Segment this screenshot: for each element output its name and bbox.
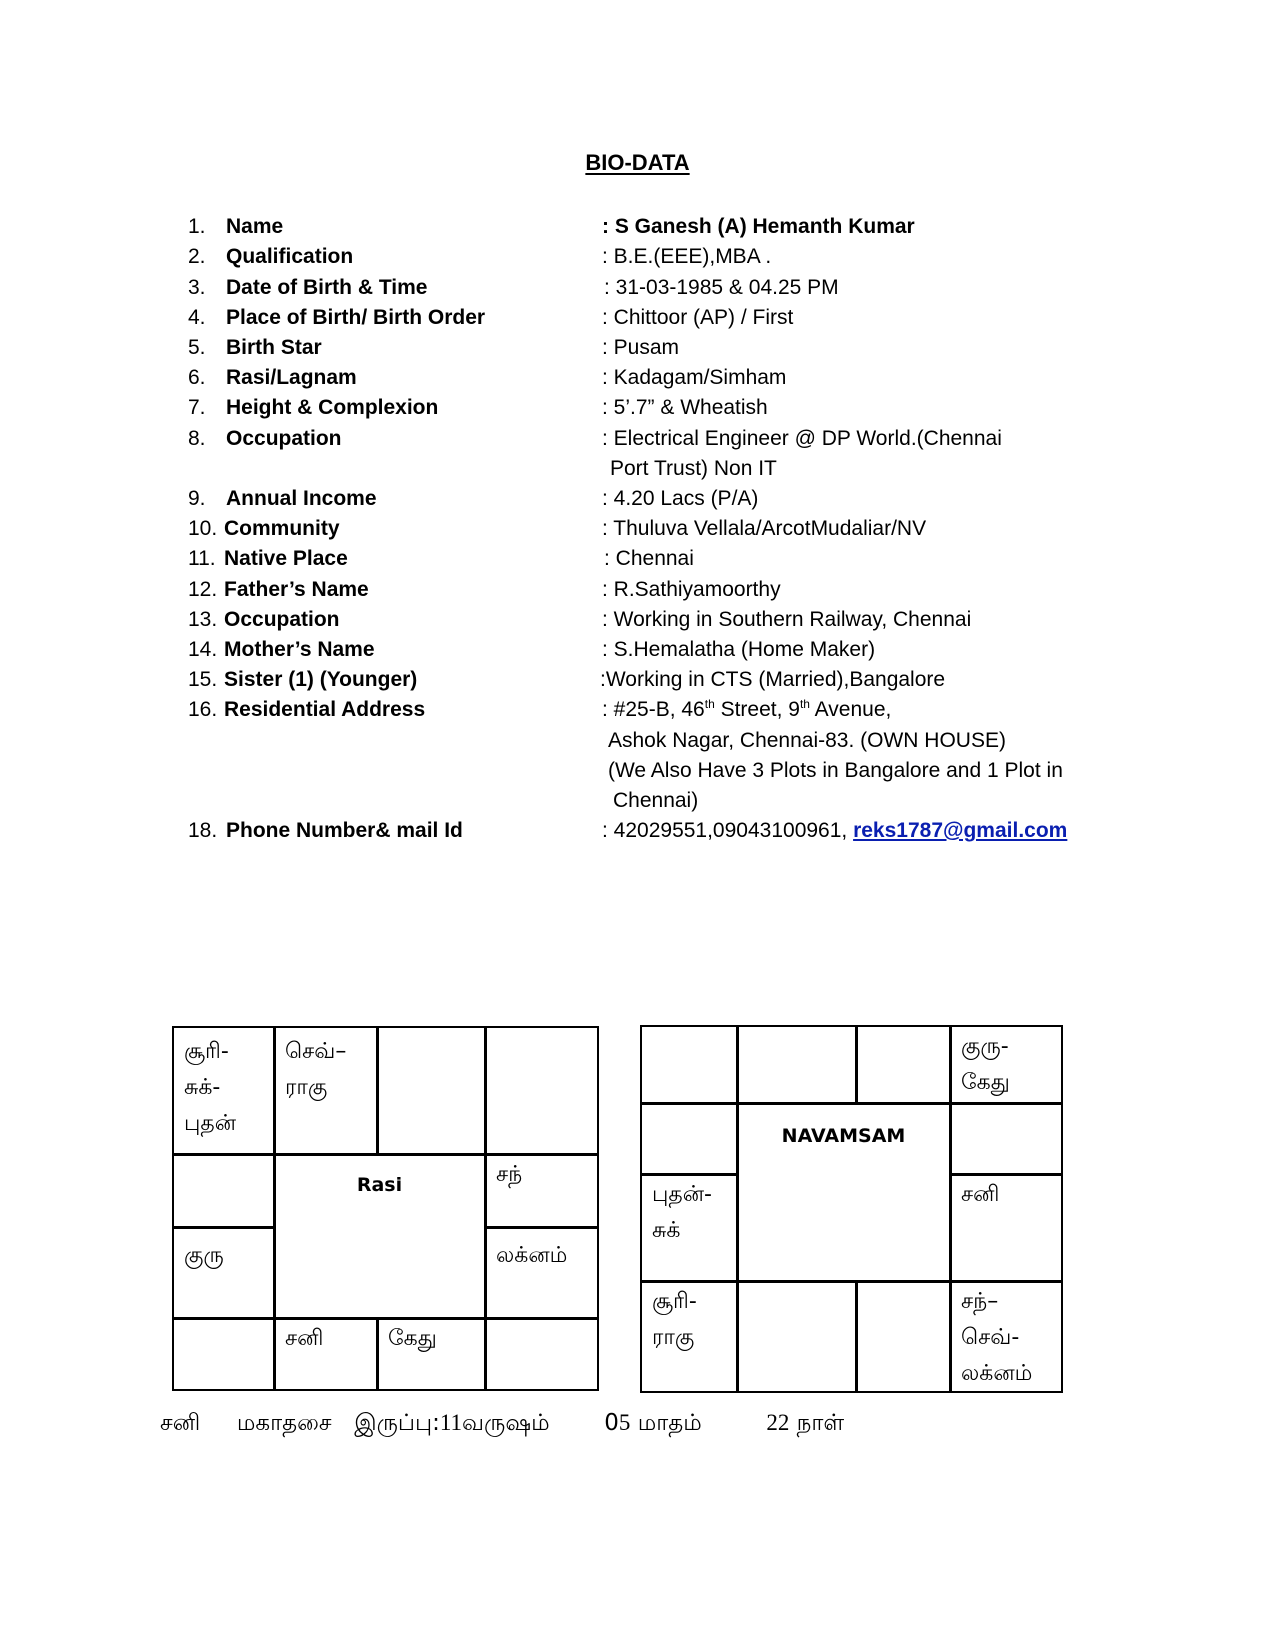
- field-value: : S Ganesh (A) Hemanth Kumar: [602, 215, 915, 238]
- rasi-house-r0c0: சூரி- சுக்- புதன்: [184, 1039, 237, 1136]
- field-value-continued: Port Trust) Non IT: [610, 457, 777, 480]
- field-label: Father’s Name: [224, 578, 369, 601]
- field-row-income: [0, 484, 1275, 514]
- field-value: : Chennai: [604, 547, 694, 570]
- dasa-balance: [160, 1408, 844, 1438]
- field-value: : 4.20 Lacs (P/A): [602, 487, 759, 510]
- field-number: 8.: [188, 427, 206, 450]
- field-number: 9.: [188, 487, 206, 510]
- field-number: 15.: [188, 668, 218, 691]
- field-number: 18.: [188, 819, 218, 842]
- field-row-address: [0, 695, 1275, 725]
- dasa-days: 22: [766, 1410, 790, 1435]
- field-label: Community: [224, 517, 340, 540]
- field-label: Occupation: [224, 608, 340, 631]
- field-value: : Electrical Engineer @ DP World.(Chennai: [602, 427, 1002, 450]
- grid-line: [855, 1280, 858, 1392]
- rasi-center-label: Rasi: [356, 1174, 403, 1196]
- field-number: 2.: [188, 245, 206, 268]
- field-number: 11.: [188, 547, 216, 570]
- field-number: 3.: [188, 276, 206, 299]
- field-label: Phone Number& mail Id: [226, 819, 463, 842]
- field-number: 5.: [188, 336, 206, 359]
- navamsam-house-r0c3: குரு- கேது: [961, 1034, 1010, 1095]
- field-value: : Pusam: [602, 336, 680, 359]
- field-value: : S.Hemalatha (Home Maker): [602, 638, 876, 661]
- rasi-house-r2c0: குரு: [184, 1243, 224, 1268]
- field-row-height: [0, 393, 1275, 423]
- field-row-community: [0, 514, 1275, 544]
- field-row-place-of-birth: [0, 303, 1275, 333]
- field-label: Occupation: [226, 427, 342, 450]
- field-row-father: [0, 575, 1275, 605]
- dasa-label: இருப்பு:: [354, 1410, 440, 1436]
- rasi-house-r1c3: சந்: [496, 1162, 523, 1187]
- field-label: Date of Birth & Time: [226, 276, 428, 299]
- field-label: Mother’s Name: [224, 638, 375, 661]
- field-label: Qualification: [226, 245, 354, 268]
- page-title: BIO-DATA: [585, 150, 690, 175]
- field-row-name: [0, 212, 1275, 242]
- navamsam-chart: [640, 1025, 1063, 1393]
- field-row-address-line3: [0, 756, 1275, 786]
- field-row-address-line4: [0, 786, 1275, 816]
- field-label: Height & Complexion: [226, 396, 439, 419]
- field-number: 7.: [188, 396, 206, 419]
- field-number: 1.: [188, 215, 206, 238]
- field-label: Annual Income: [226, 487, 377, 510]
- field-value: : 31-03-1985 & 04.25 PM: [604, 276, 839, 299]
- field-label: Name: [226, 215, 284, 238]
- rasi-house-r3c1: சனி: [285, 1326, 324, 1351]
- field-value: : Chittoor (AP) / First: [602, 306, 794, 329]
- dasa-months: 5: [618, 1410, 631, 1435]
- field-value: :Working in CTS (Married),Bangalore: [600, 668, 946, 691]
- field-label: Residential Address: [224, 698, 426, 721]
- field-number: 12.: [188, 578, 218, 601]
- field-value: : #25-B, 46th Street, 9th Avenue,: [602, 697, 892, 721]
- navamsam-house-r3c0: சூரி- ராகு: [652, 1289, 697, 1350]
- field-row-qualification: [0, 242, 1275, 272]
- rasi-house-r3c2: கேது: [388, 1326, 437, 1351]
- grid-line: [855, 1027, 858, 1103]
- field-value: : Working in Southern Railway, Chennai: [602, 608, 972, 631]
- field-value: : 42029551,09043100961, reks1787@gmail.com: [602, 819, 1068, 842]
- rasi-chart: [172, 1026, 599, 1391]
- grid-line: [642, 1102, 1062, 1105]
- field-label: Rasi/Lagnam: [226, 366, 357, 389]
- rasi-house-r0c1: செவ்– ராகு: [285, 1039, 347, 1100]
- field-label: Sister (1) (Younger): [224, 668, 418, 691]
- dasa-years: 11: [439, 1410, 463, 1435]
- field-value: : Thuluva Vellala/ArcotMudaliar/NV: [602, 517, 927, 540]
- navamsam-house-r3c3: சந்– செவ்- லக்னம்: [961, 1289, 1033, 1386]
- field-row-father-occupation: [0, 605, 1275, 635]
- field-row-native: [0, 544, 1275, 574]
- field-number: 10.: [188, 517, 218, 540]
- field-row-birth-star: [0, 333, 1275, 363]
- field-value: : 5’.7” & Wheatish: [602, 396, 768, 419]
- grid-line: [736, 1027, 739, 1392]
- rasi-house-r2c3: லக்னம்: [496, 1243, 568, 1268]
- field-row-sister: [0, 665, 1275, 695]
- field-value: : Kadagam/Simham: [602, 366, 787, 389]
- dasa-months-prefix: 0: [604, 1410, 619, 1436]
- field-row-occupation-cont: [0, 454, 1275, 484]
- dasa-text: மகாதசை: [236, 1410, 332, 1436]
- field-label: Place of Birth/ Birth Order: [226, 306, 486, 329]
- grid-line: [484, 1028, 487, 1390]
- navamsam-house-r2c0: புதன்- சுக்: [652, 1182, 712, 1243]
- grid-line: [376, 1028, 379, 1154]
- navamsam-center-label: NAVAMSAM: [781, 1125, 906, 1147]
- field-number: 16.: [188, 698, 218, 721]
- field-row-occupation: [0, 424, 1275, 454]
- navamsam-house-r2c3: சனி: [961, 1182, 1000, 1207]
- field-value-continued: (We Also Have 3 Plots in Bangalore and 1 Plot in: [608, 759, 1063, 782]
- dasa-years-unit: வருஷம்: [462, 1410, 550, 1436]
- dasa-months-unit: மாதம்: [637, 1410, 702, 1436]
- field-value-continued: Chennai): [613, 789, 699, 812]
- field-row-rasi-lagnam: [0, 363, 1275, 393]
- field-label: Birth Star: [226, 336, 322, 359]
- dasa-days-unit: நாள்: [796, 1410, 845, 1436]
- field-number: 13.: [188, 608, 218, 631]
- email-link[interactable]: reks1787@gmail.com: [853, 819, 1068, 842]
- dasa-planet: சனி: [160, 1410, 201, 1436]
- field-number: 14.: [188, 638, 218, 661]
- field-row-address-line2: [0, 726, 1275, 756]
- field-number: 4.: [188, 306, 206, 329]
- field-value-continued: Ashok Nagar, Chennai-83. (OWN HOUSE): [608, 729, 1006, 752]
- field-value: : R.Sathiyamoorthy: [602, 578, 781, 601]
- field-number: 6.: [188, 366, 206, 389]
- field-row-phone: [0, 816, 1275, 846]
- field-value: : B.E.(EEE),MBA .: [602, 245, 772, 268]
- field-row-dob: [0, 273, 1275, 303]
- field-label: Native Place: [224, 547, 348, 570]
- field-row-mother: [0, 635, 1275, 665]
